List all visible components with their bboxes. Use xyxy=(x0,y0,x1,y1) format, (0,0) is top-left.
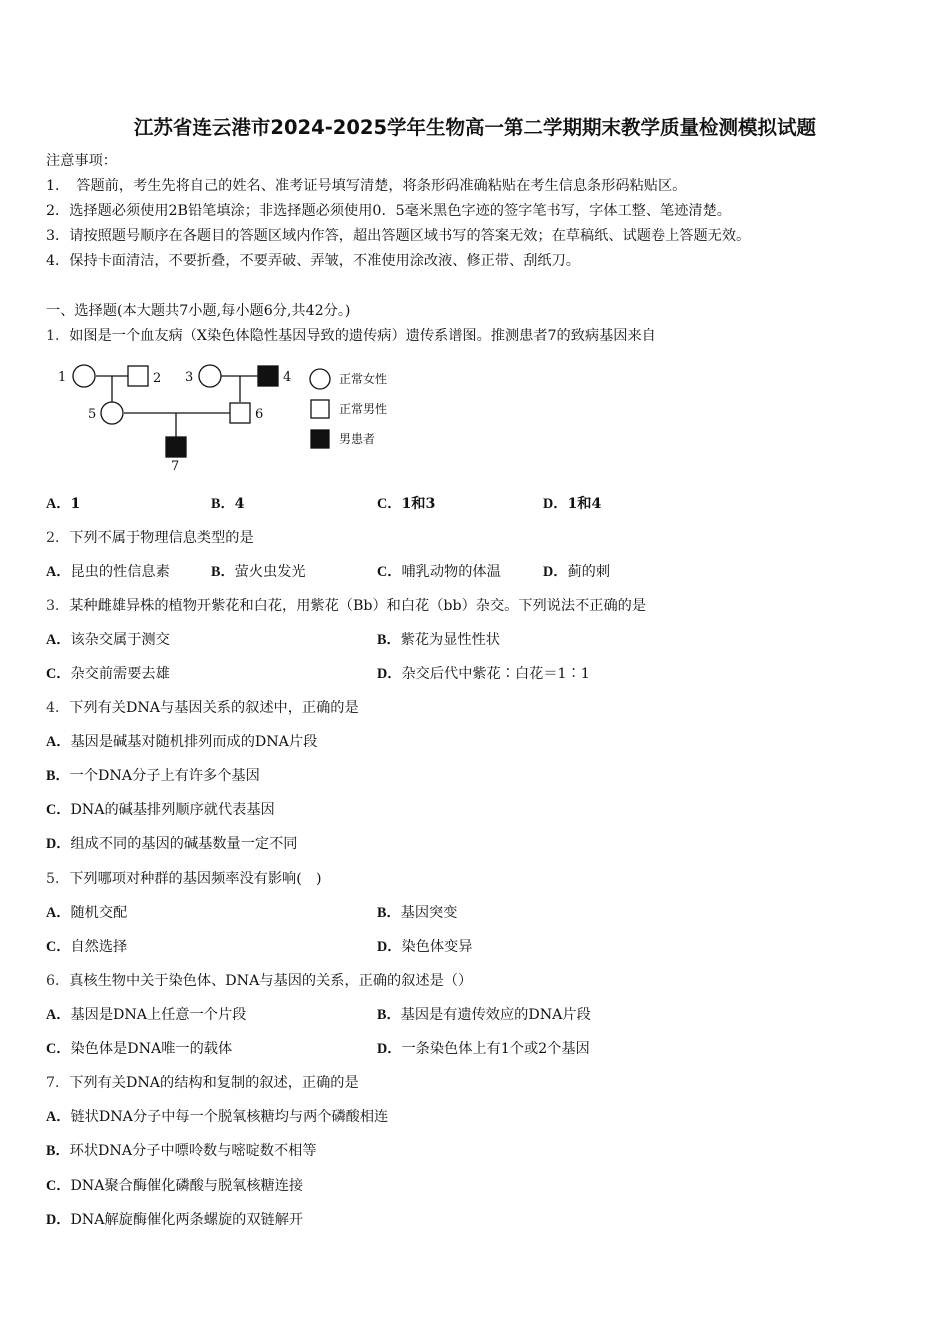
q2-option-d: D．蓟的刺 xyxy=(543,564,611,580)
question-2: 2．下列不属于物理信息类型的是 xyxy=(46,530,254,546)
notice-item-2: 2．选择题必须使用2B铅笔填涂；非选择题必须使用0．5毫米黑色字迹的签字笔书写，字体工整、笔迹清楚。 xyxy=(46,203,731,219)
q3-option-a: A．该杂交属于测交 xyxy=(46,632,170,648)
q1-option-b: B．4 xyxy=(211,496,245,512)
q6-option-c: C．染色体是DNA唯一的载体 xyxy=(46,1041,233,1057)
pedigree-number-1: 1 xyxy=(58,370,67,385)
q5-option-c: C．自然选择 xyxy=(46,939,128,955)
q3-option-c: C．杂交前需要去雄 xyxy=(46,666,170,682)
question-number: 1． xyxy=(46,328,70,344)
legend-affected-male-icon xyxy=(311,430,329,448)
question-text: 如图是一个血友病（X染色体隐性基因导致的遗传病）遗传系谱图。推测患者7的致病基因来自 xyxy=(69,328,656,344)
notice-item-3: 3．请按照题号顺序在各题目的答题区域内作答，超出答题区域书写的答案无效；在草稿纸、试题卷上答题无效。 xyxy=(46,228,751,244)
question-7: 7．下列有关DNA的结构和复制的叙述，正确的是 xyxy=(46,1075,359,1091)
q2-option-a: A．昆虫的性信息素 xyxy=(46,564,170,580)
question-3: 3．某种雌雄异株的植物开紫花和白花，用紫花（Bb）和白花（bb）杂交。下列说法不正确的是 xyxy=(46,598,647,614)
pedigree-individual-4 xyxy=(258,366,278,386)
legend-affected-male: 男患者 xyxy=(339,432,376,446)
pedigree-number-5: 5 xyxy=(88,407,97,422)
q6-option-a: A．基因是DNA上任意一个片段 xyxy=(46,1007,247,1023)
q1-option-d: D．1和4 xyxy=(543,496,602,512)
pedigree-individual-2 xyxy=(128,366,148,386)
notice-item-1: 1． 答题前，考生先将自己的姓名、准考证号填写清楚，将条形码准确粘贴在考生信息条形码粘贴区。 xyxy=(46,178,687,194)
pedigree-number-4: 4 xyxy=(283,370,292,385)
q5-option-d: D．染色体变异 xyxy=(377,939,473,955)
q7-option-d: D．DNA解旋酶催化两条螺旋的双链解开 xyxy=(46,1212,304,1228)
pedigree-diagram xyxy=(58,358,398,474)
section-heading: 一、选择题(本大题共7小题,每小题6分,共42分。) xyxy=(46,303,351,319)
page-title: 江苏省连云港市2024-2025学年生物高一第二学期期末教学质量检测模拟试题 xyxy=(133,116,817,139)
notice-item-4: 4．保持卡面清洁，不要折叠，不要弄破、弄皱，不准使用涂改液、修正带、刮纸刀。 xyxy=(46,253,580,269)
pedigree-individual-7 xyxy=(166,437,186,457)
q2-option-c: C．哺乳动物的体温 xyxy=(377,564,501,580)
question-5: 5．下列哪项对种群的基因频率没有影响( ) xyxy=(46,871,322,887)
pedigree-number-7: 7 xyxy=(171,459,180,474)
q4-option-d: D．组成不同的基因的碱基数量一定不同 xyxy=(46,836,298,852)
q7-option-c: C．DNA聚合酶催化磷酸与脱氧核糖连接 xyxy=(46,1178,304,1194)
legend-normal-female-icon xyxy=(310,369,330,389)
q5-option-b: B．基因突变 xyxy=(377,905,458,921)
q4-option-c: C．DNA的碱基排列顺序就代表基因 xyxy=(46,802,275,818)
q2-option-b: B．萤火虫发光 xyxy=(211,564,306,580)
question-4: 4．下列有关DNA与基因关系的叙述中，正确的是 xyxy=(46,700,359,716)
pedigree-number-3: 3 xyxy=(185,370,194,385)
q7-option-a: A．链状DNA分子中每一个脱氧核糖均与两个磷酸相连 xyxy=(46,1109,389,1125)
legend-normal-female: 正常女性 xyxy=(339,372,388,386)
question-6: 6．真核生物中关于染色体、DNA与基因的关系，正确的叙述是（） xyxy=(46,973,473,989)
notice-heading: 注意事项： xyxy=(46,153,117,169)
pedigree-number-2: 2 xyxy=(153,371,162,386)
q1-option-c: C．1和3 xyxy=(377,496,436,512)
q4-option-b: B．一个DNA分子上有许多个基因 xyxy=(46,768,260,784)
legend-normal-male: 正常男性 xyxy=(339,402,388,416)
q7-option-b: B．环状DNA分子中嘌呤数与嘧啶数不相等 xyxy=(46,1143,317,1159)
q5-option-a: A．随机交配 xyxy=(46,905,128,921)
q6-option-b: B．基因是有遗传效应的DNA片段 xyxy=(377,1007,591,1023)
q3-option-b: B．紫花为显性性状 xyxy=(377,632,500,648)
pedigree-individual-1 xyxy=(73,365,95,387)
question-1 xyxy=(46,327,656,345)
pedigree-individual-3 xyxy=(199,365,221,387)
q3-option-d: D．杂交后代中紫花∶白花＝1∶1 xyxy=(377,666,590,682)
pedigree-number-6: 6 xyxy=(255,407,264,422)
q1-option-a: A．1 xyxy=(46,496,81,512)
pedigree-individual-5 xyxy=(101,402,123,424)
legend-normal-male-icon xyxy=(311,400,329,418)
pedigree-individual-6 xyxy=(230,403,250,423)
q6-option-d: D．一条染色体上有1个或2个基因 xyxy=(377,1041,590,1057)
q4-option-a: A．基因是碱基对随机排列而成的DNA片段 xyxy=(46,734,318,750)
